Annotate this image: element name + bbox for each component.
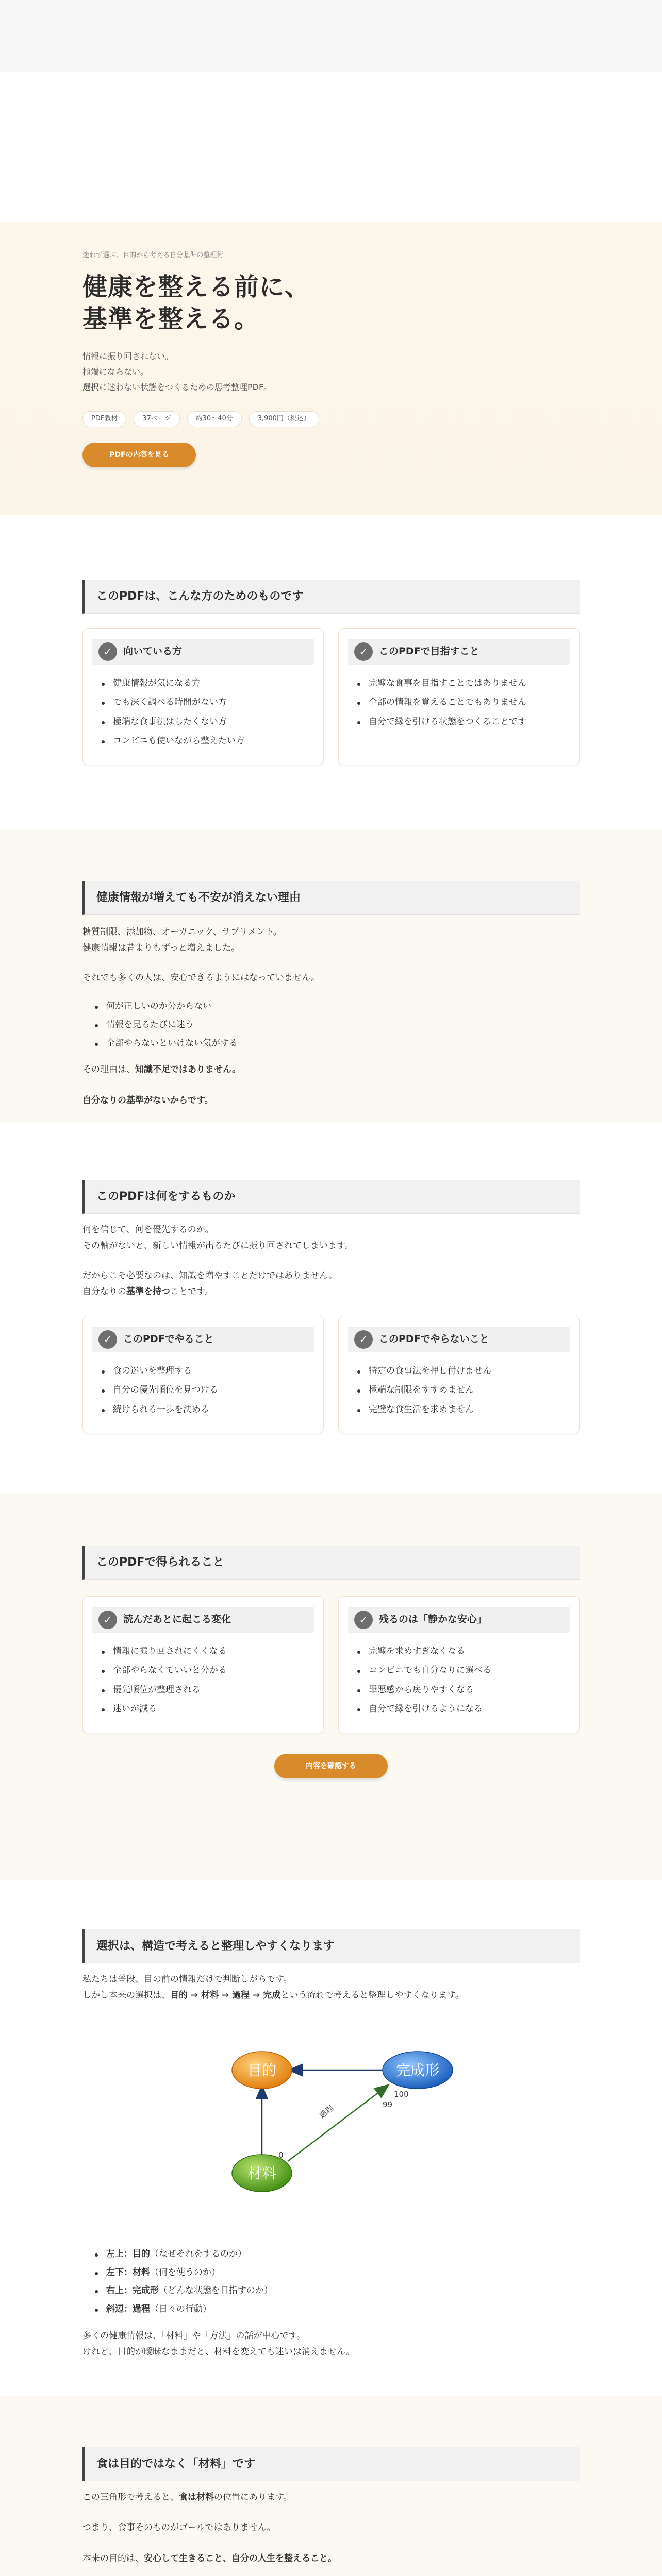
check-content-button[interactable]: 内容を確認する	[274, 1754, 388, 1778]
view-pdf-button[interactable]: PDFの内容を見る	[82, 443, 196, 467]
paragraph: 自分なりの基準がないからです。	[82, 1095, 213, 1106]
card-changes	[82, 1596, 324, 1733]
paragraph: 私たちは普段、目の前の情報だけで判断しがちです。	[82, 1974, 292, 1985]
worry-list	[82, 997, 580, 1053]
list-item: 情報に振り回されにくくなる	[102, 1642, 314, 1661]
paragraph: 多くの健康情報は、「材料」や「方法」の話が中心です。	[82, 2330, 306, 2341]
emphasis: 目的 → 材料 → 過程 → 完成	[170, 1990, 281, 2001]
legend-key: 右上：完成形	[106, 2285, 159, 2296]
section-heading: 健康情報が増えても不安が消えない理由	[82, 881, 580, 915]
benefit-cards	[82, 1596, 580, 1733]
paragraph	[82, 1284, 580, 1300]
list-item: 情報を見るたびに迷う	[95, 1016, 580, 1035]
card-list	[92, 1642, 314, 1719]
text: しかし本来の選択は、	[82, 1990, 170, 2001]
paragraph: 糖質制限、添加物、オーガニック、サプリメント。	[82, 927, 282, 937]
list-item: でも深く調べる時間がない方	[102, 693, 314, 712]
num-100-label: 100	[394, 2089, 409, 2099]
edge-process-label: 過程	[317, 2103, 336, 2121]
card-goals	[338, 628, 580, 765]
legend-value: （なぜそれをするのか）	[150, 2248, 246, 2259]
legend-value: （どんな状態を目指すのか）	[159, 2285, 273, 2296]
legend-value: （何を使うのか）	[150, 2267, 220, 2278]
hero-breadcrumb: 迷わず選ぶ、目的から考える自分基準の整理術	[82, 251, 224, 259]
card-title: 向いている方	[123, 646, 183, 657]
do-dont-cards	[82, 1316, 580, 1433]
list-item: 食の迷いを整理する	[102, 1362, 314, 1381]
anxiety-section	[0, 829, 662, 1123]
top-bar	[0, 0, 662, 72]
card-title: 残るのは「静かな安心」	[379, 1614, 487, 1625]
benefits-section	[0, 1494, 662, 1880]
text: 」です	[221, 2458, 256, 2470]
hero-lead-line: 選択に迷わない状態をつくるための思考整理PDF。	[82, 382, 272, 393]
card-dont	[338, 1316, 580, 1433]
text: 食は目的ではなく「	[96, 2458, 199, 2470]
section-heading: このPDFは、こんな方のためのものです	[82, 580, 580, 614]
list-item: 優先順位が整理される	[102, 1681, 314, 1700]
check-icon: ✓	[354, 1611, 373, 1629]
list-item: 何が正しいのか分からない	[95, 997, 580, 1016]
text: その理由は、	[82, 1064, 135, 1075]
chip-time: 約30〜40分	[187, 411, 242, 427]
paragraph	[82, 2489, 580, 2505]
audience-section	[0, 515, 662, 829]
card-list	[348, 1642, 570, 1719]
hero-title-line2: 基準を整える。	[82, 304, 260, 334]
text: この三角形で考えると、	[82, 2492, 179, 2502]
emphasis: 知識不足ではありません。	[135, 1064, 241, 1075]
node-goal-label: 目的	[247, 2061, 277, 2079]
list-item: 全部やらなくていいと分かる	[102, 1661, 314, 1680]
card-header	[92, 1327, 314, 1352]
section-heading	[82, 2447, 580, 2481]
emphasis: 安心して生きること、自分の人生を整えること。	[144, 2553, 337, 2564]
list-item: 極端な食事法はしたくない方	[102, 713, 314, 732]
list-item: 全部の情報を覚えることでもありません	[357, 693, 570, 712]
text: という流れで考えると整理しやすくなります。	[280, 1990, 464, 2001]
paragraph	[82, 1062, 580, 1078]
list-item: 自分で縁を引けるようになる	[357, 1700, 570, 1719]
paragraph	[82, 1988, 580, 2004]
list-item: 完璧な食生活を求めません	[357, 1400, 570, 1419]
paragraph: その軸がないと、新しい情報が出るたびに振り回されてしまいます。	[82, 1241, 354, 1251]
card-title: このPDFでやること	[123, 1333, 214, 1345]
card-header	[92, 639, 314, 665]
structure-diagram	[140, 2025, 522, 2231]
triangle-diagram	[140, 2025, 522, 2231]
emphasis: 食は材料	[179, 2492, 214, 2502]
chip-format: PDF教材	[82, 411, 126, 427]
emphasis: 材料	[198, 2458, 222, 2470]
text: の位置にあります。	[214, 2492, 292, 2502]
card-suitable	[82, 628, 324, 765]
purpose-section	[0, 1123, 662, 1494]
hero-lead	[82, 349, 580, 396]
section-heading: 選択は、構造で考えると整理しやすくなります	[82, 1929, 580, 1963]
card-header	[348, 1607, 570, 1633]
card-list	[92, 674, 314, 751]
text: ことです。	[170, 1286, 213, 1297]
legend-item	[95, 2282, 580, 2300]
section-heading: このPDFは何をするものか	[82, 1180, 580, 1214]
paragraph: つまり、食事そのものがゴールではありません。	[82, 2522, 276, 2533]
card-title: このPDFでやらないこと	[379, 1333, 489, 1345]
section-heading: このPDFで得られること	[82, 1546, 580, 1580]
card-do	[82, 1316, 324, 1433]
list-item: 健康情報が気になる方	[102, 674, 314, 693]
card-header	[348, 639, 570, 665]
list-item: 完璧を求めすぎなくなる	[357, 1642, 570, 1661]
num-99-label: 99	[383, 2099, 393, 2109]
legend-value: （日々の行動）	[150, 2303, 211, 2314]
list-item: 自分で縁を引ける状態をつくることです	[357, 713, 570, 732]
check-icon: ✓	[354, 1330, 373, 1349]
emphasis: 基準を持つ	[126, 1286, 170, 1297]
check-icon: ✓	[354, 642, 373, 661]
list-item: 罪悪感から戻りやすくなる	[357, 1681, 570, 1700]
paragraph: それでも多くの人は、安心できるようにはなっていません。	[82, 972, 320, 983]
list-item: 極端な制限をすすめません	[357, 1381, 570, 1400]
card-list	[92, 1362, 314, 1419]
check-icon: ✓	[98, 1611, 117, 1629]
legend-item	[95, 2245, 580, 2264]
edge-process	[288, 2086, 388, 2161]
paragraph	[82, 2551, 580, 2567]
text: 自分なりの	[82, 1286, 126, 1297]
paragraph: だからこそ必要なのは、知識を増やすことだけではありません。	[82, 1270, 338, 1281]
paragraph: 何を信じて、何を優先するのか。	[82, 1225, 214, 1235]
legend-key: 左上：目的	[106, 2248, 150, 2259]
legend-key: 斜辺：過程	[106, 2303, 150, 2314]
node-done-label: 完成形	[395, 2061, 440, 2079]
node-material-label: 材料	[247, 2164, 277, 2182]
chip-price: 3,900円（税込）	[249, 411, 319, 427]
hero-section	[0, 222, 662, 515]
card-title: このPDFで目指すこと	[379, 646, 479, 657]
hero-lead-line: 情報に振り回されない。	[82, 351, 174, 361]
card-header	[92, 1607, 314, 1633]
list-item: 全部やらないといけない気がする	[95, 1035, 580, 1053]
list-item: コンビニも使いながら整えたい方	[102, 732, 314, 751]
card-list	[348, 674, 570, 732]
paragraph: けれど、目的が曖昧なままだと、材料を変えても迷いは消えません。	[82, 2347, 355, 2358]
check-icon: ✓	[98, 642, 117, 661]
hero-title-line1: 健康を整える前に、	[82, 272, 310, 301]
hero-lead-line: 極端にならない。	[82, 366, 149, 377]
card-header	[348, 1327, 570, 1352]
text: 本来の目的は、	[82, 2553, 144, 2564]
structure-section	[0, 1880, 662, 2396]
legend-key: 左下：材料	[106, 2267, 150, 2278]
list-item: 迷いが減る	[102, 1700, 314, 1719]
card-relief	[338, 1596, 580, 1733]
legend-item	[95, 2264, 580, 2282]
list-item: 続けられる一歩を決める	[102, 1400, 314, 1419]
check-icon: ✓	[98, 1330, 117, 1349]
list-item: コンビニでも自分なりに選べる	[357, 1661, 570, 1680]
list-item: 自分の優先順位を見つける	[102, 1381, 314, 1400]
chip-pages: 37ページ	[134, 411, 179, 427]
card-title: 読んだあとに起こる変化	[123, 1614, 231, 1625]
hero-chips	[82, 411, 580, 427]
audience-cards	[82, 628, 580, 765]
paragraph: 健康情報は昔よりもずっと増えました。	[82, 943, 240, 954]
food-material-section	[0, 2396, 662, 2576]
card-list	[348, 1362, 570, 1419]
diagram-legend	[82, 2245, 580, 2319]
list-item: 特定の食事法を押し付けません	[357, 1362, 570, 1381]
top-spacer	[0, 72, 662, 222]
hero-title	[82, 271, 580, 335]
legend-item	[95, 2300, 580, 2319]
num-start-label: 0	[278, 2150, 284, 2160]
list-item: 完璧な食事を目指すことではありません	[357, 674, 570, 693]
